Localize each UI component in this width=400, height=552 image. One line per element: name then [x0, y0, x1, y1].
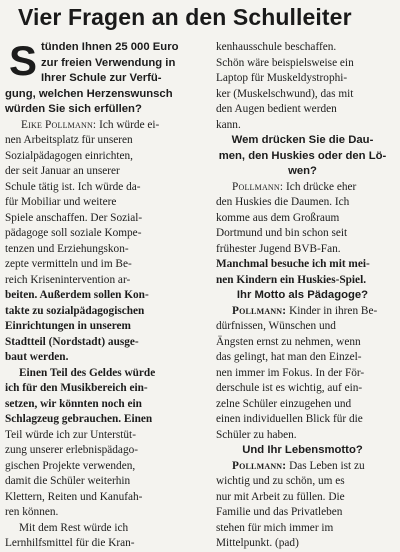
paragraph-line: gischen Projekte verwenden,	[5, 459, 136, 472]
intro-line: tünden Ihnen 25 000 Euro	[41, 41, 179, 53]
answer-line: Schule tätig ist. Ich würde da-	[5, 180, 141, 193]
answer-line: zelne Schüler einzugehen und	[216, 397, 352, 410]
answer-line: beiten. Außerdem sollen Kon-	[5, 289, 149, 301]
intro-line: gung, welchen Herzenswunsch	[5, 87, 173, 100]
right-column	[216, 40, 389, 552]
answer-line: Spiele anschaffen. Der Sozial-	[5, 211, 143, 224]
answer-line: Sozialpädagogen einrichten,	[5, 149, 133, 162]
continuation-line: Laptop für Muskeldystrophi-	[216, 72, 348, 84]
answer-line: pädagoge soll soziale Kompe-	[5, 227, 142, 239]
answer-line: nen Kindern ein Huskies-Spiel.	[216, 273, 367, 286]
paragraph-line: Mit dem Rest würde ich	[19, 521, 129, 534]
question-heading: wen?	[288, 165, 317, 177]
answer-line: Manchmal besuche ich mit mei-	[216, 258, 370, 270]
answer-line: komme aus dem Großraum	[216, 211, 340, 224]
intro-question	[5, 40, 202, 87]
question-heading: Wem drücken Sie die Dau-	[231, 134, 374, 146]
question-heading: men, den Huskies oder den Lö-	[218, 149, 387, 162]
left-column	[5, 40, 202, 552]
answer-line: baut werden.	[5, 351, 69, 363]
answer-line: takte zu sozialpädagogischen	[5, 304, 145, 317]
paragraph-line: Klettern, Reiten und Kanufah-	[5, 490, 143, 503]
speaker-name: Pollmann:	[232, 304, 287, 317]
answer-line: Ängsten ernst zu nehmen, wenn	[216, 335, 361, 348]
answer-line: stehen für mich immer im	[216, 521, 334, 534]
answer-line: für Mobiliar und weitere	[5, 196, 117, 208]
answer-text: Kinder in ihren Be-	[286, 304, 378, 317]
answer-text: Das Leben ist zu	[286, 459, 365, 472]
answer-line: zepte vermitteln und im Be-	[5, 258, 132, 270]
answer-line: den Huskies die Daumen. Ich	[216, 196, 350, 208]
paragraph-line: damit die Schüler weiterhin	[5, 475, 131, 487]
question-heading: Ihr Motto als Pädagoge?	[236, 289, 369, 301]
answer-line: nen immer im Fokus. In der För-	[216, 366, 365, 379]
answer2-first-line	[216, 180, 389, 196]
continuation-line: den Augen bedient werden	[216, 103, 337, 115]
answer-line: Schüler zu haben.	[216, 428, 297, 441]
headline: Vier Fragen an den Schulleiter	[18, 4, 352, 30]
answer-line: frühester Jugend BVB-Fan.	[216, 242, 341, 255]
answer-text: Ich drücke eher	[283, 180, 357, 193]
answer-text: Ich würde ei-	[96, 118, 160, 131]
answer-line: Stadtteil (Nordstadt) ausge-	[5, 335, 139, 348]
answer-line: tenzen und Erziehungskon-	[5, 242, 129, 255]
speaker-name: Eike Pollmann:	[21, 118, 97, 131]
answer-line: wichtig und zu schön, um es	[216, 475, 345, 487]
drop-cap: S	[9, 40, 38, 84]
answer-line: Dortmund und bin schon seit	[216, 227, 348, 239]
paragraph-line: ren können.	[5, 506, 59, 518]
answer-line: Familie und das Privatleben	[216, 506, 343, 518]
continuation-line: kann.	[216, 118, 241, 131]
answer-line: nen Arbeitsplatz für unseren	[5, 134, 133, 146]
answer-line: reich Krisenintervention ar-	[5, 273, 131, 286]
answer4-first-line	[216, 459, 389, 475]
question-heading: Und Ihr Lebensmotto?	[242, 444, 363, 456]
intro-line: zur freien Verwendung in	[41, 56, 176, 69]
paragraph-line: setzen, wir könnten noch ein	[5, 397, 142, 410]
paragraph-line: ich für den Musikbereich ein-	[5, 382, 148, 394]
paragraph-line: zung unserer erlebnispädago-	[5, 444, 138, 456]
continuation-line: kenhausschule beschaffen.	[216, 41, 337, 53]
paragraph-line: Lernhilfsmittel für die Kran-	[5, 537, 135, 549]
continuation-line: ker (Muskelschwund), das mit	[216, 87, 354, 100]
answer-line: das gelingt, hat man den Einzel-	[216, 351, 362, 363]
speaker-name: Pollmann:	[232, 459, 287, 472]
answer-line: Mittelpunkt. (pad)	[216, 537, 299, 549]
answer1-first-line	[5, 118, 202, 134]
paragraph-line: Schlagzeug gebrauchen. Einen	[5, 413, 153, 425]
answer-line: derschule ist es wichtig, auf ein-	[216, 382, 363, 394]
intro-line: Ihrer Schule zur Verfü-	[41, 72, 162, 84]
answer-line: einen individuellen Blick für die	[216, 413, 363, 425]
answer-line: nur mit Arbeit zu füllen. Die	[216, 490, 345, 503]
intro-line: würden Sie sich erfüllen?	[5, 103, 142, 115]
speaker-name: Pollmann:	[232, 180, 284, 193]
answer-line: Einrichtungen in unserem	[5, 320, 131, 332]
answer3-first-line	[216, 304, 389, 320]
answer-line: dürfnissen, Wünschen und	[216, 320, 336, 332]
continuation-line: Schön wäre beispielsweise ein	[216, 56, 354, 69]
answer-line: der seit Januar an unserer	[5, 165, 120, 177]
paragraph-line: Teil würde ich zur Unterstüt-	[5, 428, 136, 441]
paragraph-line: Einen Teil des Geldes würde	[19, 366, 156, 379]
